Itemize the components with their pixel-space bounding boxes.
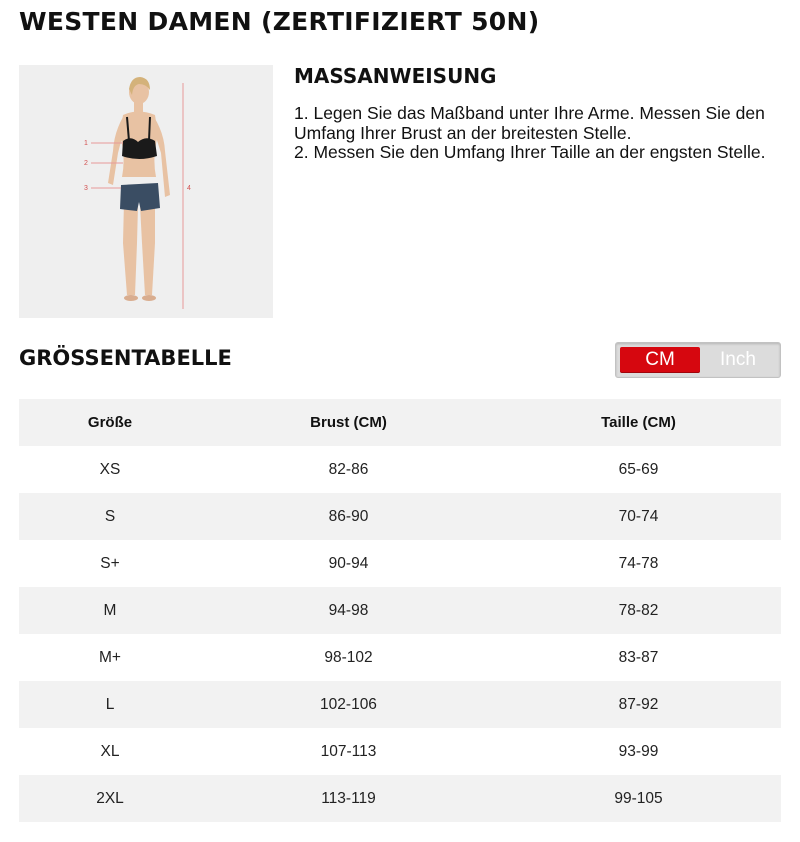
table-row bbox=[19, 775, 781, 822]
bust-cell: 98-102 bbox=[324, 648, 373, 666]
table-row bbox=[19, 540, 781, 587]
waist-cell: 87-92 bbox=[618, 695, 659, 713]
bust-cell: 107-113 bbox=[320, 742, 377, 760]
bust-cell: 94-98 bbox=[328, 601, 369, 619]
marker-label-2: 2 bbox=[84, 160, 88, 167]
unit-toggle bbox=[615, 342, 781, 378]
marker-label-1: 1 bbox=[84, 140, 88, 147]
size-cell: S+ bbox=[100, 554, 120, 572]
size-cell: XS bbox=[99, 460, 121, 478]
size-cell: XL bbox=[100, 742, 120, 760]
waist-cell: 65-69 bbox=[618, 460, 659, 478]
waist-cell: 83-87 bbox=[618, 648, 659, 666]
bust-cell: 82-86 bbox=[328, 460, 369, 478]
column-header-bust: Brust (CM) bbox=[310, 414, 387, 431]
waist-cell: 78-82 bbox=[618, 601, 659, 619]
size-table-heading: GRÖSSENTABELLE bbox=[19, 346, 232, 370]
model-illustration bbox=[19, 65, 273, 318]
instructions-heading: MASSANWEISUNG bbox=[294, 64, 497, 88]
table-row bbox=[19, 493, 781, 540]
unit-cm-button[interactable]: CM bbox=[620, 347, 700, 373]
size-cell: S bbox=[104, 507, 116, 525]
size-cell: M+ bbox=[99, 648, 121, 666]
marker-label-4: 4 bbox=[187, 185, 191, 192]
page-title: WESTEN DAMEN (ZERTIFIZIERT 50N) bbox=[19, 7, 540, 36]
size-cell: M bbox=[103, 601, 117, 619]
instruction-step-2: 2. Messen Sie den Umfang Ihrer Taille an der engsten Stelle. bbox=[294, 142, 766, 163]
instructions-body bbox=[294, 104, 784, 163]
size-table bbox=[19, 399, 781, 822]
marker-label-3: 3 bbox=[84, 185, 88, 192]
column-header-waist: Taille (CM) bbox=[601, 414, 676, 431]
bust-cell: 102-106 bbox=[320, 695, 377, 713]
waist-cell: 74-78 bbox=[618, 554, 659, 572]
size-cell: 2XL bbox=[96, 789, 124, 807]
measurement-figure-image bbox=[19, 65, 273, 318]
waist-cell: 70-74 bbox=[618, 507, 659, 525]
unit-inch-button[interactable]: Inch bbox=[720, 349, 756, 370]
waist-cell: 99-105 bbox=[614, 789, 663, 807]
table-row bbox=[19, 681, 781, 728]
bust-cell: 90-94 bbox=[328, 554, 369, 572]
table-row bbox=[19, 728, 781, 775]
size-cell: L bbox=[105, 695, 115, 713]
table-header-row bbox=[19, 399, 781, 446]
waist-cell: 93-99 bbox=[618, 742, 659, 760]
bust-cell: 113-119 bbox=[321, 789, 376, 807]
table-row bbox=[19, 446, 781, 493]
column-header-size: Größe bbox=[87, 414, 133, 431]
table-row bbox=[19, 634, 781, 681]
bust-cell: 86-90 bbox=[328, 507, 369, 525]
instruction-step-1: 1. Legen Sie das Maßband unter Ihre Arme. Messen Sie den Umfang Ihrer Brust an der breitesten Stelle. bbox=[294, 103, 765, 143]
table-row bbox=[19, 587, 781, 634]
